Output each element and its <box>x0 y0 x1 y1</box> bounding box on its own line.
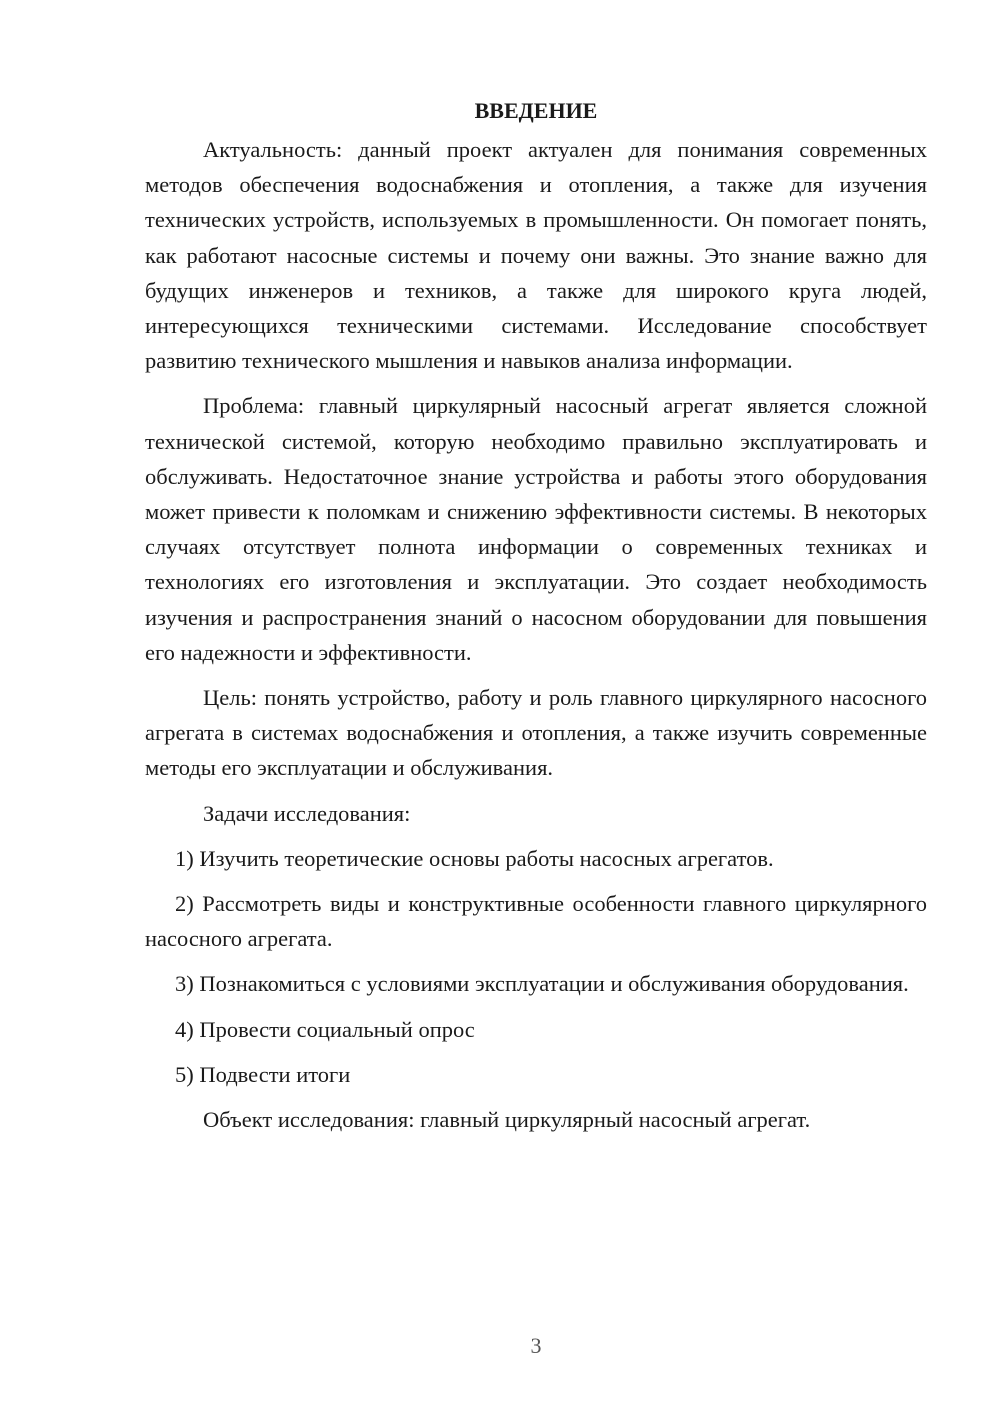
task-item: 1) Изучить теоретические основы работы насосных агрегатов. <box>175 845 774 871</box>
task-item: 5) Подвести итоги <box>175 1061 351 1087</box>
task-item: 3) Познакомиться с условиями эксплуатации и обслуживания оборудования. <box>175 971 909 997</box>
goal-paragraph: Цель: понять устройство, работу и роль главного циркулярного насосного агрегата в системах водоснабжения и отопления, а также изучить современные методы его эксплуатации и обслуживания. <box>145 685 927 781</box>
tasks-title: Задачи исследования: <box>203 800 411 826</box>
object-paragraph: Объект исследования: главный циркулярный насосный агрегат. <box>203 1107 811 1133</box>
task-item: 2) Рассмотреть виды и конструктивные особенности главного циркулярного насосного агрегата. <box>145 891 927 952</box>
section-heading: ВВЕДЕНИЕ <box>474 98 598 123</box>
relevance-paragraph: Актуальность: данный проект актуален для понимания современных методов обеспечения водоснабжения и отопления, а также для изучения технических устройств, используемых в промышленности. Он помогает понять, как работают насосные системы и почему они важны. Это знание важно для будущих инженеров и техников, а также для широкого круга людей, интересующихся техническими системами. Исследование способствует развитию технического мышления и навыков анализа информации. <box>145 137 927 374</box>
page-content <box>145 96 927 1147</box>
page-number: 3 <box>530 1333 542 1358</box>
problem-paragraph: Проблема: главный циркулярный насосный агрегат является сложной технической системой, которую необходимо правильно эксплуатировать и обслуживать. Недостаточное знание устройства и работы этого оборудования может привести к поломкам и снижению эффективности системы. В некоторых случаях отсутствует полнота информации о современных техниках и технологиях его изготовления и эксплуатации. Это создает необходимость изучения и распространения знаний о насосном оборудовании для повышения его надежности и эффективности. <box>145 393 927 665</box>
task-item: 4) Провести социальный опрос <box>175 1016 475 1042</box>
